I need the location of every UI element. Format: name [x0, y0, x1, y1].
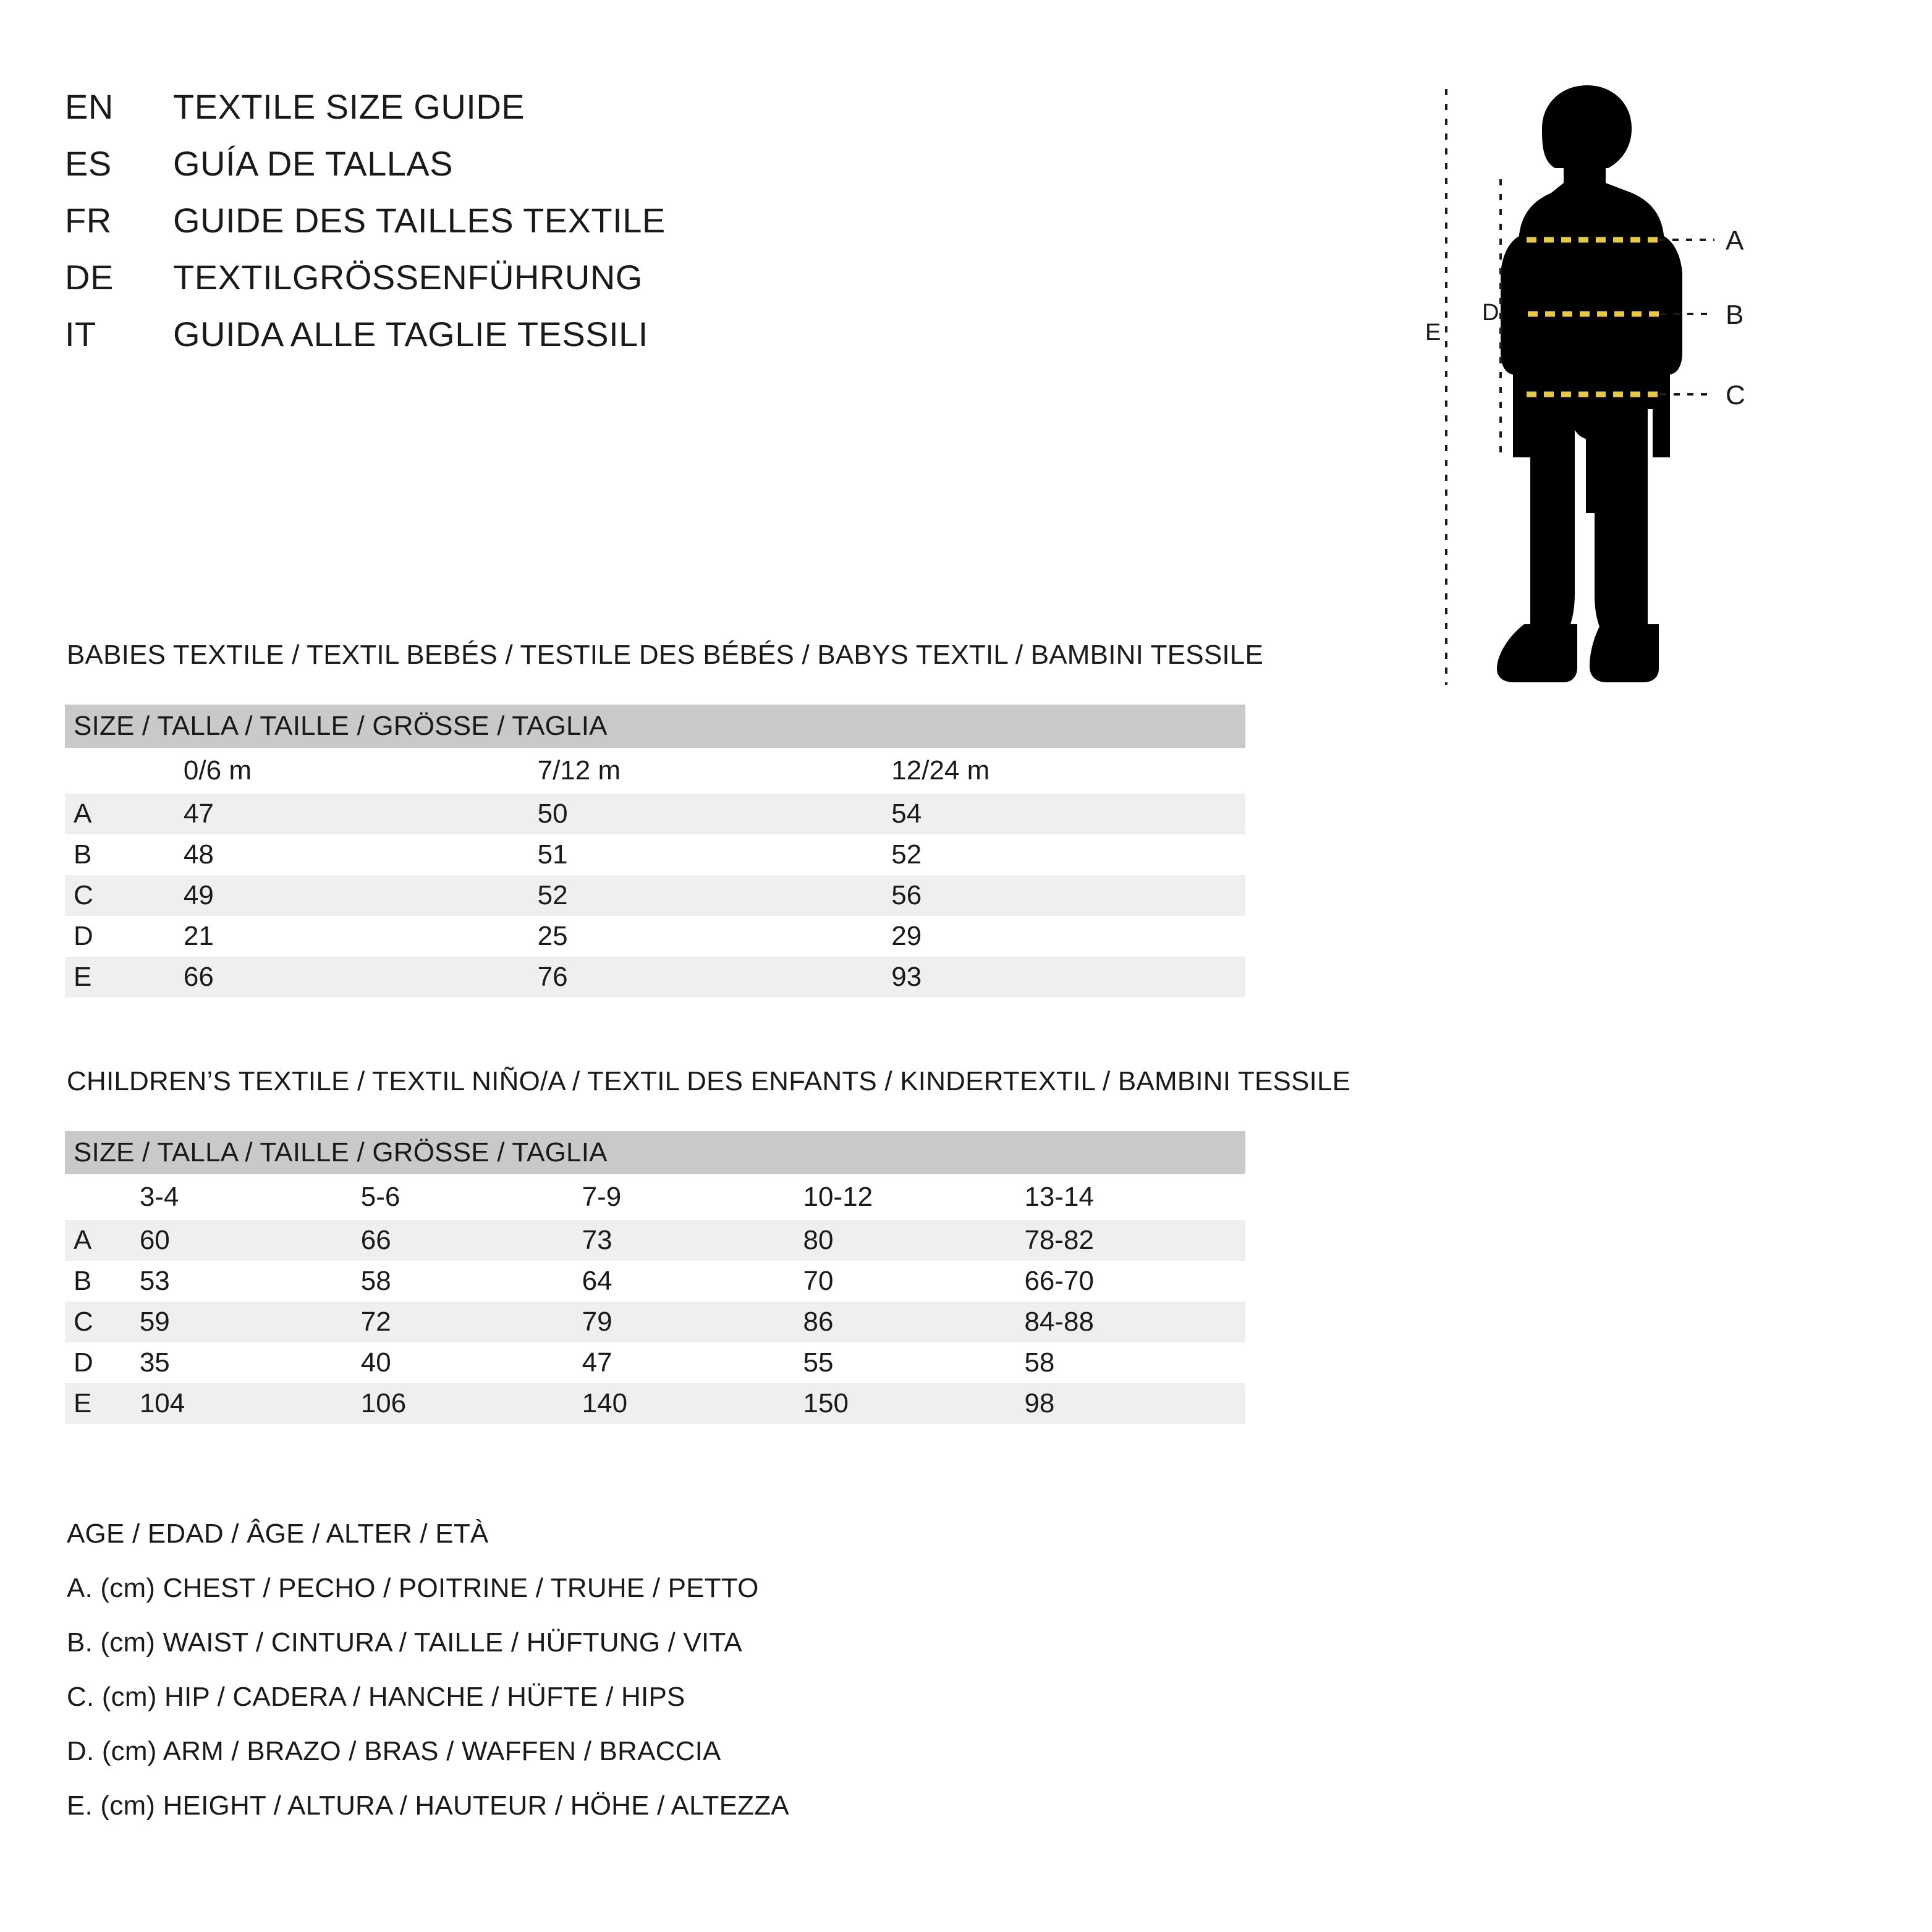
- babies-cell-c-0: 49: [184, 875, 538, 916]
- table-row: [65, 834, 1245, 875]
- child-silhouette-icon: [1497, 85, 1682, 682]
- marker-label-b: B: [1726, 300, 1744, 330]
- children-col-header-1: 5-6: [361, 1174, 582, 1220]
- marker-label-a: A: [1726, 226, 1744, 256]
- children-row-label-e: E: [65, 1383, 140, 1424]
- children-cell-e-0: 104: [140, 1383, 361, 1424]
- title-row-fr: [65, 200, 930, 257]
- babies-table-band-label: SIZE / TALLA / TAILLE / GRÖSSE / TAGLIA: [65, 705, 1245, 748]
- title-text-es: GUÍA DE TALLAS: [173, 144, 454, 183]
- babies-section-heading: BABIES TEXTILE / TEXTIL BEBÉS / TESTILE DES BÉBÉS / BABYS TEXTIL / BAMBINI TESSILE: [67, 640, 1264, 670]
- marker-label-e: E: [1425, 320, 1441, 345]
- children-cell-e-2: 140: [582, 1383, 803, 1424]
- children-table-header-row: [65, 1174, 1245, 1220]
- children-col-header-4: 13-14: [1024, 1174, 1245, 1220]
- children-col-header-2: 7-9: [582, 1174, 803, 1220]
- title-lang-de: DE: [65, 258, 114, 297]
- legend-line-chest: A. (cm) CHEST / PECHO / POITRINE / TRUHE / PETTO: [67, 1573, 759, 1603]
- children-cell-c-4: 84-88: [1024, 1302, 1245, 1342]
- title-lang-es: ES: [65, 144, 112, 183]
- babies-cell-b-1: 51: [538, 834, 892, 875]
- children-cell-a-4: 78-82: [1024, 1220, 1245, 1261]
- table-row: [65, 916, 1245, 957]
- children-cell-c-3: 86: [803, 1302, 1025, 1342]
- children-cell-d-4: 58: [1024, 1342, 1245, 1383]
- babies-col-header-2: 12/24 m: [891, 748, 1245, 794]
- babies-cell-e-2: 93: [891, 957, 1245, 998]
- children-cell-d-1: 40: [361, 1342, 582, 1383]
- babies-cell-b-2: 52: [891, 834, 1245, 875]
- babies-header-corner: [65, 748, 184, 794]
- children-cell-d-2: 47: [582, 1342, 803, 1383]
- babies-cell-c-1: 52: [538, 875, 892, 916]
- legend-line-waist: B. (cm) WAIST / CINTURA / TAILLE / HÜFTUNG / VITA: [67, 1627, 742, 1658]
- babies-col-header-0: 0/6 m: [184, 748, 538, 794]
- children-cell-d-0: 35: [140, 1342, 361, 1383]
- children-cell-b-4: 66-70: [1024, 1261, 1245, 1302]
- children-cell-a-1: 66: [361, 1220, 582, 1261]
- children-cell-c-0: 59: [140, 1302, 361, 1342]
- table-row: [65, 1220, 1245, 1261]
- children-cell-b-2: 64: [582, 1261, 803, 1302]
- children-cell-a-2: 73: [582, 1220, 803, 1261]
- title-text-it: GUIDA ALLE TAGLIE TESSILI: [173, 315, 648, 354]
- babies-cell-a-0: 47: [184, 794, 538, 834]
- title-row-it: [65, 314, 930, 371]
- babies-table-band-row: [65, 705, 1245, 748]
- children-col-header-3: 10-12: [803, 1174, 1025, 1220]
- babies-cell-e-0: 66: [184, 957, 538, 998]
- table-row: [65, 1383, 1245, 1424]
- children-cell-e-4: 98: [1024, 1383, 1245, 1424]
- babies-cell-e-1: 76: [538, 957, 892, 998]
- title-lang-en: EN: [65, 87, 114, 126]
- legend-line-hip: C. (cm) HIP / CADERA / HANCHE / HÜFTE / HIPS: [67, 1682, 685, 1712]
- table-row: [65, 1342, 1245, 1383]
- children-cell-a-0: 60: [140, 1220, 361, 1261]
- children-row-label-b: B: [65, 1261, 140, 1302]
- legend-line-height: E. (cm) HEIGHT / ALTURA / HAUTEUR / HÖHE / ALTEZZA: [67, 1790, 789, 1821]
- title-text-de: TEXTILGRÖSSENFÜHRUNG: [173, 258, 643, 297]
- children-cell-d-3: 55: [803, 1342, 1025, 1383]
- children-header-corner: [65, 1174, 140, 1220]
- title-lang-fr: FR: [65, 201, 112, 240]
- children-col-header-0: 3-4: [140, 1174, 361, 1220]
- title-row-es: [65, 143, 930, 200]
- babies-col-header-1: 7/12 m: [538, 748, 892, 794]
- children-cell-b-0: 53: [140, 1261, 361, 1302]
- children-cell-b-1: 58: [361, 1261, 582, 1302]
- legend-block: [67, 1520, 1179, 1847]
- babies-cell-d-2: 29: [891, 916, 1245, 957]
- table-row: [65, 1261, 1245, 1302]
- babies-row-label-d: D: [65, 916, 184, 957]
- title-lang-it: IT: [65, 315, 96, 354]
- babies-row-label-b: B: [65, 834, 184, 875]
- children-cell-c-1: 72: [361, 1302, 582, 1342]
- babies-table-header-row: [65, 748, 1245, 794]
- babies-cell-a-1: 50: [538, 794, 892, 834]
- children-cell-a-3: 80: [803, 1220, 1025, 1261]
- babies-size-table: [65, 705, 1245, 998]
- table-row: [65, 794, 1245, 834]
- table-row: [65, 875, 1245, 916]
- measurement-figure: [1409, 80, 1854, 773]
- title-row-en: [65, 87, 930, 143]
- babies-cell-c-2: 56: [891, 875, 1245, 916]
- babies-cell-d-0: 21: [184, 916, 538, 957]
- babies-row-label-c: C: [65, 875, 184, 916]
- children-row-label-d: D: [65, 1342, 140, 1383]
- marker-label-d: D: [1482, 300, 1499, 326]
- children-cell-b-3: 70: [803, 1261, 1025, 1302]
- children-section-heading: CHILDREN’S TEXTILE / TEXTIL NIÑO/A / TEXTIL DES ENFANTS / KINDERTEXTIL / BAMBINI TESSILE: [67, 1066, 1351, 1096]
- babies-row-label-a: A: [65, 794, 184, 834]
- marker-label-c: C: [1726, 380, 1745, 410]
- babies-cell-a-2: 54: [891, 794, 1245, 834]
- children-row-label-a: A: [65, 1220, 140, 1261]
- table-row: [65, 1302, 1245, 1342]
- children-row-label-c: C: [65, 1302, 140, 1342]
- children-cell-c-2: 79: [582, 1302, 803, 1342]
- children-size-table: [65, 1131, 1245, 1424]
- babies-row-label-e: E: [65, 957, 184, 998]
- children-table-band-label: SIZE / TALLA / TAILLE / GRÖSSE / TAGLIA: [65, 1131, 1245, 1174]
- title-text-en: TEXTILE SIZE GUIDE: [173, 87, 525, 126]
- children-cell-e-3: 150: [803, 1383, 1025, 1424]
- legend-line-age: AGE / EDAD / ÂGE / ALTER / ETÀ: [67, 1519, 489, 1549]
- title-text-fr: GUIDE DES TAILLES TEXTILE: [173, 201, 666, 240]
- table-row: [65, 957, 1245, 998]
- children-table-band-row: [65, 1131, 1245, 1174]
- title-block: [65, 87, 930, 371]
- babies-cell-d-1: 25: [538, 916, 892, 957]
- babies-cell-b-0: 48: [184, 834, 538, 875]
- legend-line-arm: D. (cm) ARM / BRAZO / BRAS / WAFFEN / BRACCIA: [67, 1736, 721, 1766]
- children-cell-e-1: 106: [361, 1383, 582, 1424]
- title-row-de: [65, 257, 930, 314]
